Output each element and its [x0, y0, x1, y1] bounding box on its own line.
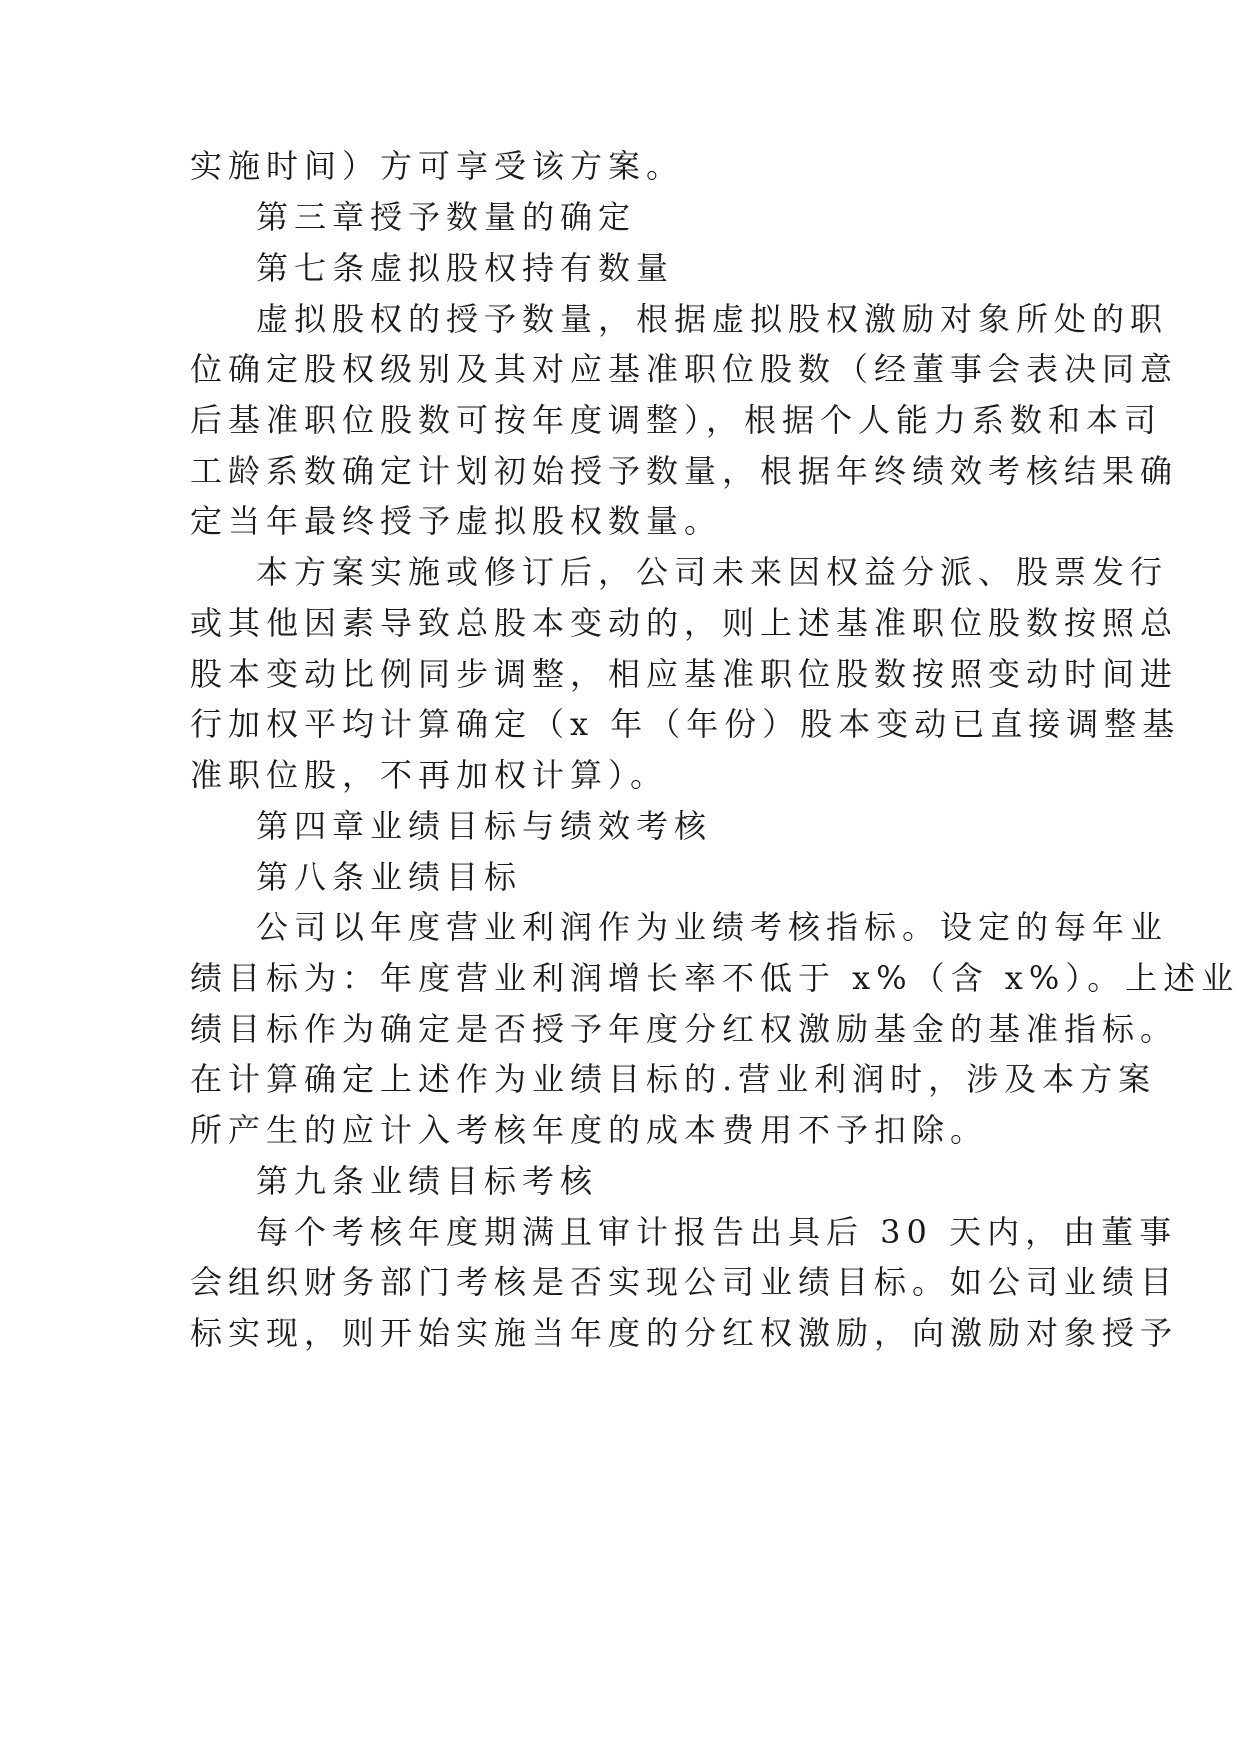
paragraph-line: 行加权平均计算确定（x 年（年份）股本变动已直接调整基 [190, 705, 1181, 743]
chapter-heading: 第四章业绩目标与绩效考核 [256, 807, 713, 845]
paragraph-line: 位确定股权级别及其对应基准职位股数（经董事会表决同意 [190, 350, 1179, 388]
paragraph-line: 虚拟股权的授予数量，根据虚拟股权激励对象所处的职 [256, 300, 1169, 338]
paragraph-line: 股本变动比例同步调整，相应基准职位股数按照变动时间进 [190, 655, 1179, 693]
paragraph-line: 工龄系数确定计划初始授予数量，根据年终绩效考核结果确 [190, 452, 1179, 490]
article-heading: 第七条虚拟股权持有数量 [256, 249, 675, 287]
paragraph-line: 标实现，则开始实施当年度的分红权激励，向激励对象授予 [190, 1314, 1179, 1352]
paragraph-line: 或其他因素导致总股本变动的，则上述基准职位股数按照总 [190, 604, 1179, 642]
chapter-heading: 第三章授予数量的确定 [256, 198, 637, 236]
paragraph-line: 绩目标为：年度营业利润增长率不低于 x%（含 x%）。上述业 [190, 959, 1240, 997]
paragraph-line: 公司以年度营业利润作为业绩考核指标。设定的每年业 [256, 908, 1169, 946]
paragraph-line: 本方案实施或修订后，公司未来因权益分派、股票发行 [256, 553, 1169, 591]
paragraph-line: 准职位股，不再加权计算）。 [190, 756, 669, 794]
paragraph-line: 定当年最终授予虚拟股权数量。 [190, 502, 723, 540]
paragraph-line: 在计算确定上述作为业绩目标的.营业利润时，涉及本方案 [190, 1060, 1157, 1098]
article-heading: 第九条业绩目标考核 [256, 1162, 599, 1200]
paragraph-line: 后基准职位股数可按年度调整），根据个人能力系数和本司 [190, 401, 1163, 439]
paragraph-line: 每个考核年度期满且审计报告出具后 30 天内，由董事 [256, 1213, 1178, 1251]
text-line: 实施时间）方可享受该方案。 [190, 147, 685, 185]
paragraph-line: 所产生的应计入考核年度的成本费用不予扣除。 [190, 1111, 989, 1149]
article-heading: 第八条业绩目标 [256, 858, 523, 896]
paragraph-line: 会组织财务部门考核是否实现公司业绩目标。如公司业绩目 [190, 1263, 1179, 1301]
paragraph-line: 绩目标作为确定是否授予年度分红权激励基金的基准指标。 [190, 1010, 1179, 1048]
